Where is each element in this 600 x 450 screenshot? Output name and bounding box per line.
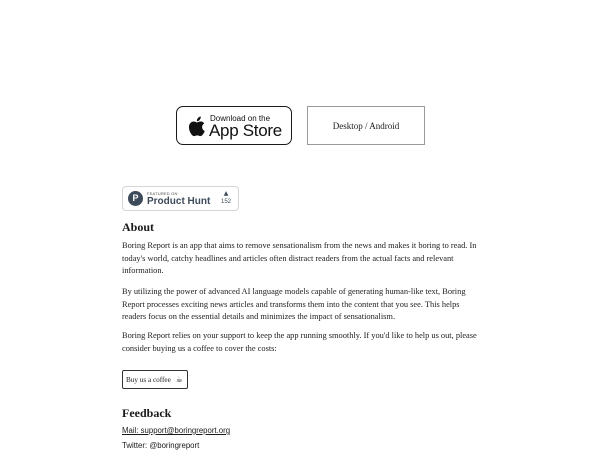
about-heading: About	[122, 220, 155, 234]
twitter-link[interactable]: @boringreport	[149, 441, 200, 450]
about-paragraph-3: Boring Report relies on your support to keep the app running smoothly. If you'd like to help us out, please consider buying us a coffee to cover the costs:	[122, 331, 477, 353]
feedback-heading: Feedback	[122, 406, 172, 420]
mail-address: support@boringreport.org	[140, 426, 231, 435]
app-store-caption: Download on the	[210, 114, 271, 123]
product-hunt-name: Product Hunt	[147, 196, 211, 207]
product-hunt-icon: P	[128, 191, 143, 206]
app-store-button[interactable]	[176, 106, 292, 145]
twitter-label: Twitter:	[122, 441, 148, 450]
mail-label: Mail:	[122, 426, 139, 435]
upvote-count: 152	[220, 199, 231, 205]
upvote-arrow-icon: ▲	[223, 190, 229, 197]
buy-coffee-button[interactable]	[122, 370, 188, 389]
desktop-android-button[interactable]: Desktop / Android	[307, 106, 425, 145]
feedback-mail	[122, 426, 230, 436]
about-paragraph-2: By utilizing the power of advanced AI language models capable of generating human-like text, Boring Report processes exciting news articles and transforms them into the content that you see. This helps readers focus on the essential details and minimizes the impact of sensationalism.	[122, 287, 466, 321]
apple-logo-icon	[186, 115, 206, 138]
about-paragraph-1: Boring Report is an app that aims to remove sensationalism from the news and makes it boring to read. In today's world, catchy headlines and articles often distract readers from the actual facts and relevant information.	[122, 241, 477, 275]
coffee-cup-icon: ☕	[175, 374, 183, 384]
product-hunt-featured-label: FEATURED ON	[147, 191, 178, 196]
buy-coffee-label: Buy us a coffee	[126, 375, 171, 384]
mail-link[interactable]	[122, 426, 230, 435]
product-hunt-badge[interactable]	[122, 186, 239, 211]
feedback-twitter	[122, 441, 199, 450]
app-store-label: App Store	[209, 121, 282, 140]
